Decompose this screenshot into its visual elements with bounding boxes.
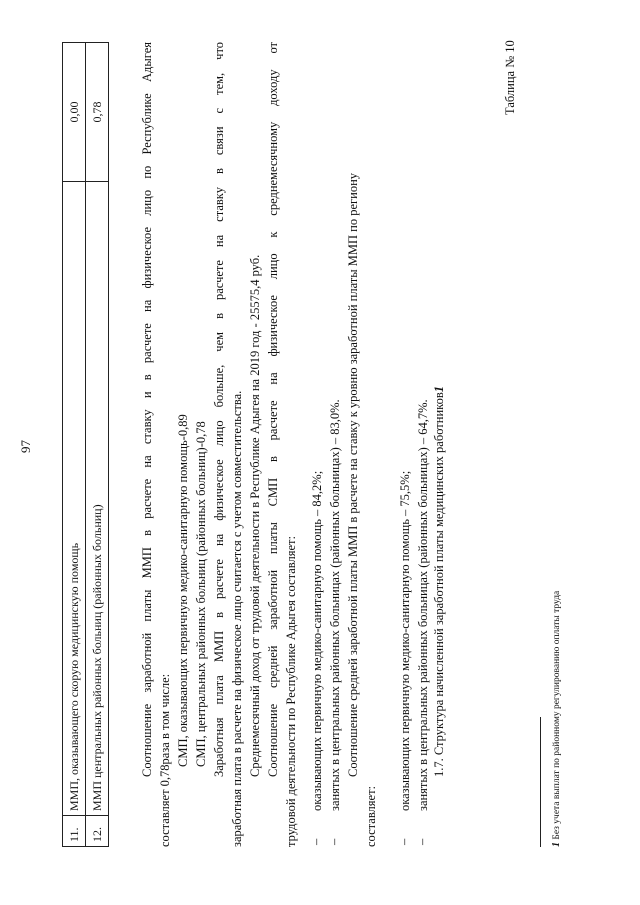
row-label: ММП центральных районных больниц (районных больниц) (86, 182, 109, 816)
bullet-primary-care-mmp: оказывающих первичную медико-санитарную помощь – 75,5%; (398, 470, 412, 811)
paragraph-salary-line2: заработная плата в расчете на физическое лицо считается с учетом совместительства. (230, 390, 244, 847)
bullet-primary-care: оказывающих первичную медико-санитарную помощь – 84,2%; (310, 470, 324, 811)
bullet-crb: занятых в центральных районных больницах (районных больницах) – 83,0%. (328, 399, 342, 811)
footnote-ref-mark: 1 (432, 386, 446, 393)
paragraph-smp-primary: СМП, оказывающих первичную медико-санитарную помощь-0,89 (176, 414, 190, 767)
footnote-mark: 1 (551, 842, 562, 847)
data-table (62, 42, 109, 847)
row-value: 0,78 (86, 43, 109, 182)
paragraph-smp-crb: СМП, центральных районных больниц (районных больниц)-0,78 (194, 421, 208, 767)
paragraph-smp-ratio-line2: трудовой деятельности по Республике Адыгея составляет: (284, 536, 298, 847)
paragraph-income: Среднемесячный доход от трудовой деятельности в Республике Адыгея на 2019 год - 25575,4 руб. (248, 254, 262, 777)
footnote-divider (540, 717, 541, 847)
row-number: 11. (63, 816, 86, 847)
bullet-dash: – (309, 838, 323, 845)
paragraph-salary-line1: Заработная плата ММП в расчете на физическое лицо больше, чем в расчете на ставку в связи с тем, что (212, 42, 226, 777)
footnote (551, 591, 562, 847)
section-heading-text: 1.7. Структура начисленной заработной платы медицинских работников (432, 392, 446, 777)
table-number-label: Таблица № 10 (503, 40, 517, 115)
bullet-dash: – (327, 838, 341, 845)
paragraph-mmp-ratio-line2: составляет: (364, 785, 378, 847)
row-label: ММП, оказывающего скорую медицинскую помощь (63, 182, 86, 816)
table-row (86, 43, 109, 847)
bullet-crb-mmp: занятых в центральных районных больницах (районных больницах) – 64,7%. (416, 399, 430, 811)
paragraph-ratio-line2: составляет 0,78раза в том числе: (158, 673, 172, 847)
row-value: 0,00 (63, 43, 86, 182)
table-row (63, 43, 86, 847)
page-number: 97 (18, 440, 33, 453)
section-heading-1-7 (431, 386, 447, 777)
paragraph-ratio-line1: Соотношение заработной платы ММП в расчете на ставку и в расчете на физическое лицо по Республике Адыгея (140, 42, 154, 777)
paragraph-smp-ratio-line1: Соотношение средней заработной платы СМП в расчете на физическое лицо к среднемесячному доходу от (266, 42, 280, 777)
bullet-dash: – (415, 838, 429, 845)
bullet-dash: – (397, 838, 411, 845)
footnote-text: Без учета выплат по районному регулированию оплаты труда (552, 590, 562, 842)
row-number: 12. (86, 816, 109, 847)
paragraph-mmp-ratio-line1: Соотношение средней заработной платы ММП в расчете на ставку к уровню заработной платы ММП по региону (346, 172, 360, 777)
